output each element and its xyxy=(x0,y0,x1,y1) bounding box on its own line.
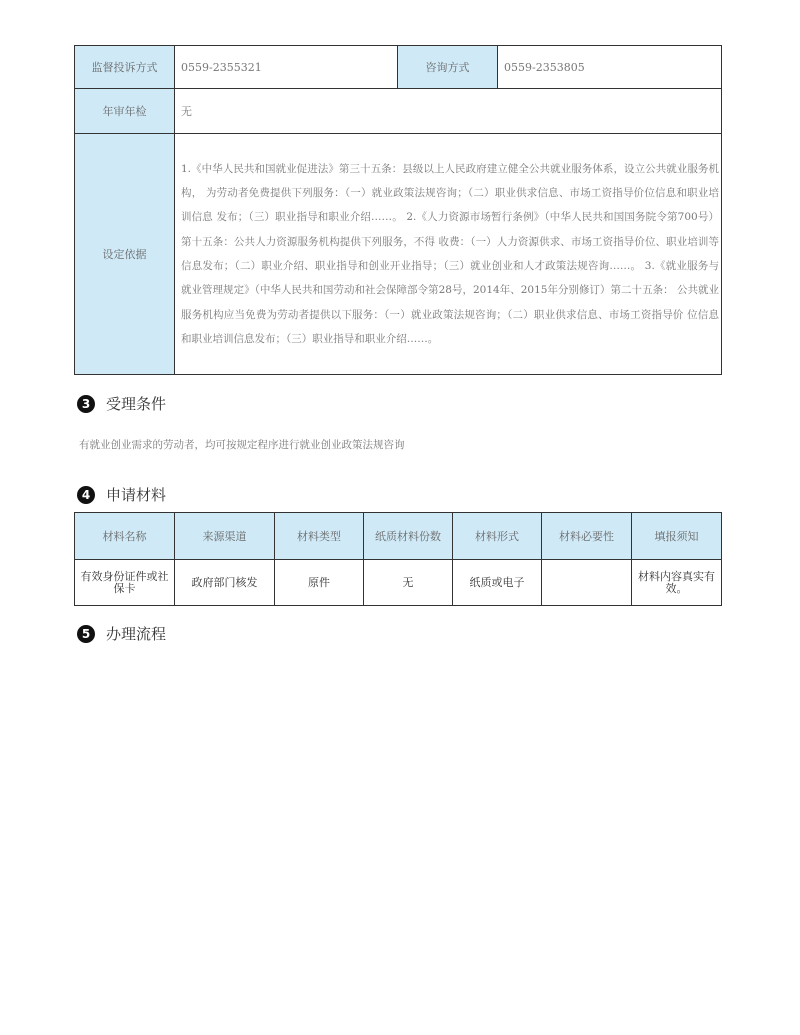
materials-header-row xyxy=(75,513,722,560)
paper-copies-cell: 无 xyxy=(364,560,453,606)
section-process xyxy=(77,623,166,644)
section-title: 办理流程 xyxy=(106,625,167,643)
necessity-cell xyxy=(542,560,632,606)
header-necessity: 材料必要性 xyxy=(542,513,632,560)
section-number-4-icon: 4 xyxy=(77,486,95,504)
header-material-type: 材料类型 xyxy=(275,513,364,560)
header-filling-notes: 填报须知 xyxy=(632,513,722,560)
section-title: 申请材料 xyxy=(106,486,167,504)
acceptance-condition-text: 有就业创业需求的劳动者，均可按规定程序进行就业创业政策法规咨询 xyxy=(79,439,405,451)
header-material-form: 材料形式 xyxy=(453,513,542,560)
materials-table xyxy=(74,512,722,606)
section-number-3-icon: 3 xyxy=(77,395,95,413)
source-channel-cell: 政府部门核发 xyxy=(175,560,275,606)
section-application-materials xyxy=(77,484,166,505)
section-number-5-icon: 5 xyxy=(77,625,95,643)
material-form-cell: 纸质或电子 xyxy=(453,560,542,606)
section-title: 受理条件 xyxy=(106,395,167,413)
annual-inspection-value: 无 xyxy=(175,89,722,134)
header-material-name: 材料名称 xyxy=(75,513,175,560)
header-source-channel: 来源渠道 xyxy=(175,513,275,560)
consult-label: 咨询方式 xyxy=(398,46,498,89)
annual-inspection-label: 年审年检 xyxy=(75,89,175,134)
service-info-table xyxy=(74,45,722,375)
material-type-cell: 原件 xyxy=(275,560,364,606)
header-paper-copies: 纸质材料份数 xyxy=(364,513,453,560)
section-acceptance-conditions xyxy=(77,393,166,414)
consult-phone: 0559-2353805 xyxy=(498,46,722,89)
legal-basis-text: 1.《中华人民共和国就业促进法》第三十五条：县级以上人民政府建立健全公共就业服务体系，设立公共就业服务机构， 为劳动者免费提供下列服务：（一）就业政策法规咨询；（二）职业供求信息、市场工资指导价位信息和职业培训信息 发布；（三）职业指导和职业介绍……。 2.《人力资源市场暂行条例》（中华人民共和国国务院令第700号）第十五条：公共人力资源服务机构提供下列服务，不得 收费：（一）人力资源供求、市场工资指导价位、职业培训等信息发布；（二）职业介绍、职业指导和创业开业指导；（三）就业创业和人才政策法规咨询……。 3.《就业服务与就业管理规定》（中华人民共和国劳动和社会保障部令第28号，2014年、2015年分别修订）第二十五条： 公共就业服务机构应当免费为劳动者提供以下服务：（一）就业政策法规咨询；（二）职业供求信息、市场工资指导价 位信息和职业培训信息发布；（三）职业指导和职业介绍……。 xyxy=(175,134,722,375)
material-name-cell: 有效身份证件或社保卡 xyxy=(75,560,175,606)
legal-basis-label: 设定依据 xyxy=(75,134,175,375)
table-row xyxy=(75,560,722,606)
supervision-label: 监督投诉方式 xyxy=(75,46,175,89)
filling-notes-cell: 材料内容真实有效。 xyxy=(632,560,722,606)
supervision-phone: 0559-2355321 xyxy=(175,46,398,89)
